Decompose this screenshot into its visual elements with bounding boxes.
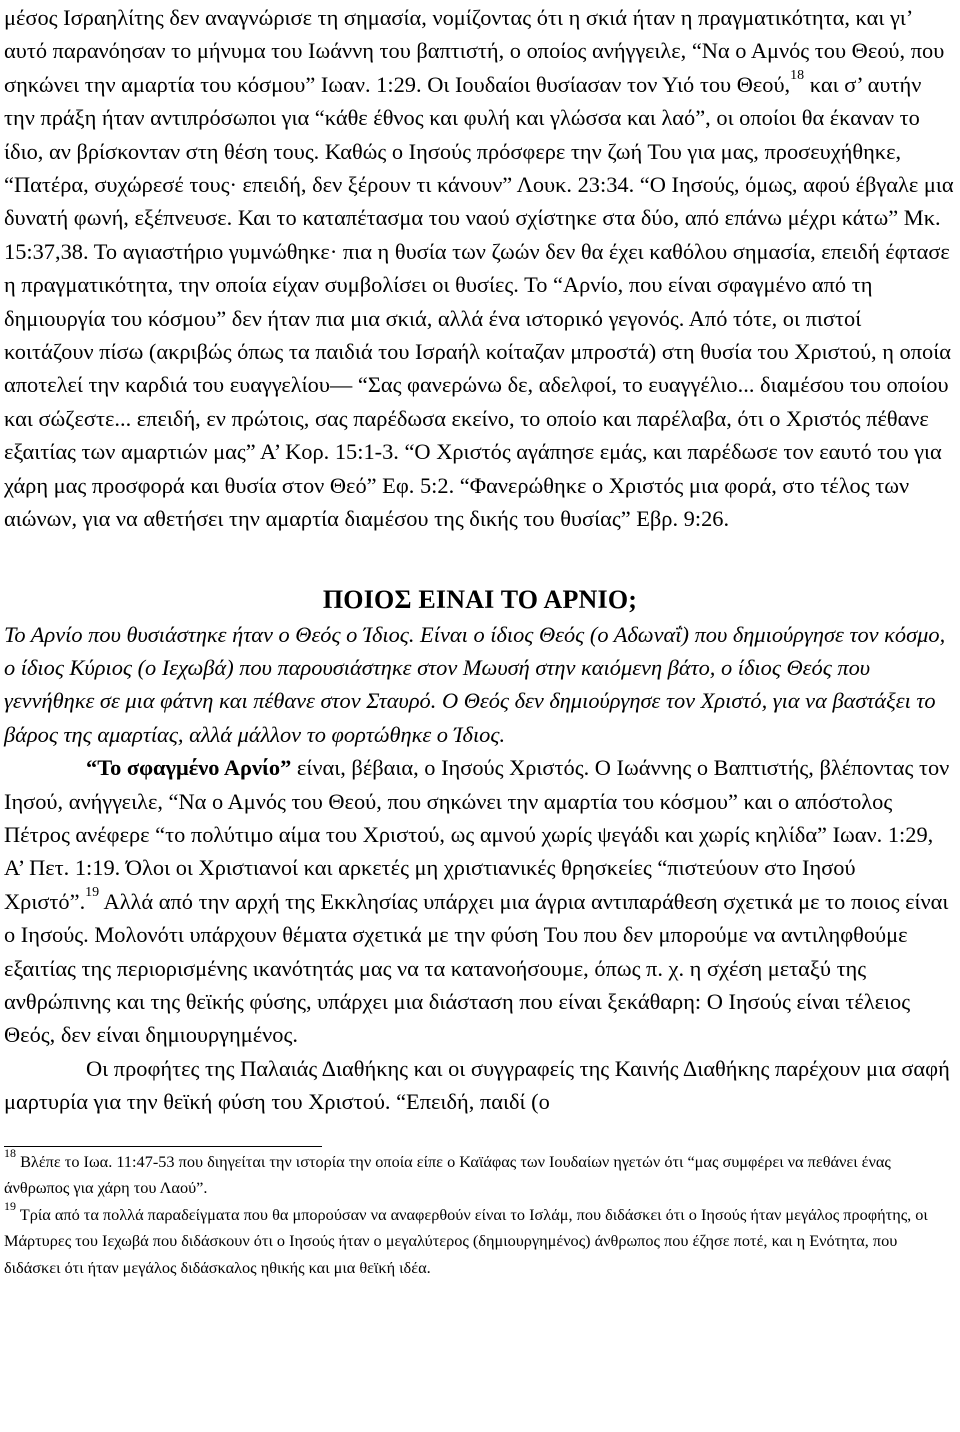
paragraph-2-part-1: είναι, βέβαια, ο Ιησούς Χριστός. Ο Ιωάννης ο Βαπτιστής, βλέποντας τον Ιησού, ανήγγειλε, “Να ο Αμνός του Θεού, που σηκώνει την αμαρτία του κόσμου” και ο απόστολος Πέτρος ανέφερε “το πολύτιμο αίμα του Χριστού, ως αμνού χωρίς ψεγάδι και χωρίς κηλίδα” Ιωαν. 1:29, Α’ Πετ. 1:19. Όλοι οι Χριστιανοί και αρκετές μη χριστιανικές θρησκείες “πιστεύουν στο Ιησού Χριστό”.: [4, 755, 950, 914]
footnote-text: Βλέπε το Ιωα. 11:47-53 που διηγείται την ιστορία την οποία είπε ο Καϊάφας των Ιουδαίων ηγετών ότι “μας συμφέρει να πεθάνει ένας άνθρωπος για χάρη του Λαού”.: [4, 1151, 891, 1198]
footnotes: [4, 1146, 956, 1282]
footnote-18: [4, 1146, 956, 1202]
section-heading: ΠΟΙΟΣ ΕΙΝΑΙ ΤΟ ΑΡΝΙΟ;: [322, 584, 638, 614]
paragraph-1: [4, 1, 956, 536]
paragraph-2-part-2: Αλλά από την αρχή της Εκκλησίας υπάρχει μια άγρια αντιπαράθεση σχετικά με το ποιος είναι ο Ιησούς. Μολονότι υπάρχουν θέματα σχετικά με την φύση Του που δεν μπορούμε να αντιληφθούμε εξαιτίας της περιορισμένης ικανότητάς μας να τα κατανοήσουμε, όπως π. χ. η σχέση μεταξύ της ανθρώπινης και της θεϊκής φύσης, υπάρχει μια διάσταση που είναι ξεκάθαρη: Ο Ιησούς είναι τέλειος Θεός, δεν είναι δημιουργημένος.: [4, 888, 949, 1048]
footnote-number: 19: [4, 1199, 16, 1214]
footnote-text: Τρία από τα πολλά παραδείγματα που θα μπορούσαν να αναφερθούν είναι το Ισλάμ, που διδάσκει ότι ο Ιησούς ήταν μεγάλος προφήτης, οι Μάρτυρες του Ιεχωβά που διδάσκουν ότι ο Ιησούς ήταν ο μεγαλύτερος (δημιουργημένος) άνθρωπος που έζησε ποτέ, και η Ενότητα, που διδάσκει ότι ήταν μεγάλος διδάσκαλος ηθικής και μια θεϊκή ιδέα.: [4, 1204, 928, 1277]
main-text: [4, 0, 956, 1119]
footnote-divider: [4, 1146, 322, 1147]
slain-lamb-lead: “Το σφαγμένο Αρνίο”: [86, 755, 292, 781]
footnote-ref-19: 19: [85, 885, 100, 901]
footnote-number: 18: [4, 1146, 16, 1161]
paragraph-2: [4, 751, 956, 1052]
italic-paragraph: Το Αρνίο που θυσιάστηκε ήταν ο Θεός ο Ίδιος. Είναι ο ίδιος Θεός (ο Αδωναΐ) που δημιούργησε τον κόσμο, ο ίδιος Κύριος (ο Ιεχωβά) που παρουσιάστηκε στον Μωυσή στην καιόμενη βάτο, ο ίδιος Θεός που γεννήθηκε σε μια φάτνη και πέθανε στον Σταυρό. Ο Θεός δεν δημιούργησε τον Χριστό, για να βαστάξει το βάρος της αμαρτίας, αλλά μάλλον το φορτώθηκε ο Ίδιος.: [4, 621, 946, 747]
footnote-ref-18: 18: [790, 68, 805, 84]
paragraph-1-part-3: και σ’ αυτήν την πράξη ήταν αντιπρόσωποι για “κάθε έθνος και φυλή και γλώσσα και λαό”, οι οποίοι θα έκαναν το ίδιο, αν βρίσκονταν στη θέση τους. Καθώς ο Ιησούς πρόσφερε την ζωή Του για μας, προσευχήθηκε, “Πατέρα, συχώρεσέ τους· επειδή, δεν ξέρουν τι κάνουν” Λουκ. 23:34. “Ο Ιησούς, όμως, αφού έβγαλε μια δυνατή φωνή, εξέπνευσε. Και το καταπέτασμα του ναού σχίστηκε στα δύο, από επάνω μέχρι κάτω” Μκ. 15:37,38. Το αγιαστήριο γυμνώθηκε· πια η θυσία των ζωών δεν θα έχει καθόλου σημασία, επειδή έφτασε η πραγματικότητα, την οποία είχαν συμβολίσει οι θυσίες. Το “Αρνίο, που είναι σφαγμένο από τη δημιουργία του κόσμου” δεν ήταν πια μια σκιά, αλλά ένα ιστορικό γεγονός. Από τότε, οι πιστοί κοιτάζουν πίσω (ακριβώς όπως τα παιδιά του Ισραήλ κοίταζαν μπροστά) στη θυσία του Χριστού, η οποία αποτελεί την καρδιά του ευαγγελίου— “Σας φανερώνω δε, αδελφοί, το ευαγγέλιο... διαμέσου του οποίου και σώζεστε... επειδή, εν πρώτοις, σας παρέδωσα εκείνο, το οποίο και παρέλαβα, ότι ο Χριστός πέθανε εξαιτίας των αμαρτιών μας” Α’ Κορ. 15:1-3. “Ο Χριστός αγάπησε εμάς, και παρέδωσε τον εαυτό του για χάρη μας προσφορά και θυσία στον Θεό” Εφ. 5:2. “Φανερώθηκε ο Χριστός μια φορά, στο τέλος των αιώνων, για να αθετήσει την αμαρτία διαμέσου της δικής του θυσίας” Εβρ. 9:26.: [4, 71, 954, 532]
paragraph-3: Οι προφήτες της Παλαιάς Διαθήκης και οι συγγραφείς της Καινής Διαθήκης παρέχουν μια σαφή μαρτυρία για την θεϊκή φύση του Χριστού. “Επειδή, παιδί (ο: [4, 1055, 950, 1115]
footnote-19: [4, 1199, 956, 1282]
document-page: [4, 0, 956, 1432]
paragraph-1-part-1: μέσος Ισραηλίτης δεν αναγνώρισε τη σημασία, νομίζοντας ότι η σκιά ήταν η πραγματικότητα, και γι’ αυτό παρανόησαν το μήνυμα του Ιωάννη του βαπτιστή, ο οποίος ανήγγειλε, “Να ο Αμνός του Θεού, που σηκώνει την αμαρτία του κόσμου” Ιωαν. 1:29.: [4, 5, 945, 97]
paragraph-1-part-2: Οι Ιουδαίοι θυσίασαν τον Υιό του Θεού,: [427, 71, 791, 97]
